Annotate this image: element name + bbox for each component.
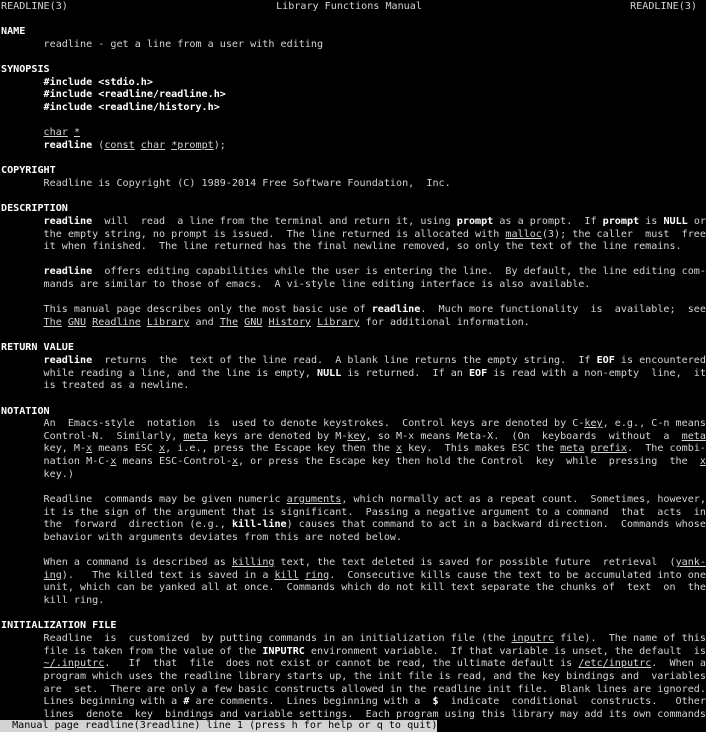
plain-text: or [687,215,706,227]
text-line [1,215,706,229]
plain-text: will read a line from the terminal and return it, using [92,215,457,227]
underlined-text: History [268,317,311,329]
bold-text: readline [43,354,93,366]
underlined-text: *prompt [171,140,214,152]
plain-text: Control-N. Similarly, [1,430,184,442]
text-line [1,77,700,90]
plain-text: , i.e., press the Escape key then the [165,443,397,455]
text-line [1,469,700,482]
plain-text: , e.g., C-n means [602,418,706,430]
text-line [1,279,700,292]
text-line [1,696,706,709]
blank-line [1,545,700,558]
underlined-text: GNU [244,317,263,329]
underlined-text: Library [146,317,190,329]
plain-text: as a prompt. If [493,215,603,227]
plain-text: , which normally act as a repeat count. Sometimes, however, [341,493,706,505]
text-line [1,304,706,317]
text-line [1,557,706,570]
bold-text: # [183,696,190,708]
plain-text: (3); the caller must free [541,228,706,240]
underlined-text: x [110,456,117,468]
plain-text [1,570,44,581]
text-line [1,670,706,684]
underlined-text: ring [304,569,330,581]
plain-text: . When a [651,658,706,670]
plain-text: is encountered [614,354,706,366]
plain-text [1,355,44,366]
plain-text: mands are similar to those of emacs. A vi-style line editing interface is also available. [1,279,591,291]
text-line [1,342,700,355]
bold-text: NOTATION [1,405,50,417]
plain-text [1,216,44,227]
plain-text: text, the text deleted is saved for possible future retrieval ( [274,557,676,569]
plain-text: . If that file does not exist or cannot be read, the ultimate default is [104,658,579,670]
text-line [1,354,706,368]
plain-text: and [189,317,220,329]
text-line [1,456,706,469]
text-line [1,633,706,646]
text-line [1,203,700,216]
underlined-text: arguments [286,493,342,505]
text-line [1,102,700,115]
bold-text: readline [371,304,421,316]
bold-text: EOF [468,367,488,379]
plain-text: Readline commands may be given numeric [1,493,287,505]
plain-text: offers editing capabilities while the user is entering the line. By default, the line editing com- [92,266,706,278]
text-line [1,582,706,595]
bold-text: INPUTRC [262,645,305,657]
underlined-text: inputrc [511,633,555,645]
plain-text: are set. There are only a few basic constructs allowed in the readline init file. Blank lines are ignored. [1,683,706,695]
underlined-text: meta [183,430,208,442]
underlined-text: malloc [505,228,542,240]
underlined-text: ~/.inputrc [43,658,105,670]
text-line [1,228,706,242]
plain-text: means ESC [92,443,160,455]
plain-text: . Much more functionality is available; see [420,304,706,316]
plain-text: means ESC-Control- [116,456,232,468]
blank-line [1,254,700,267]
bold-text: NULL [663,215,688,227]
text-line [1,532,700,545]
plain-text: returns the text of the line read. A blank line returns the empty string. If [92,354,597,366]
underlined-text: Readline [92,317,141,329]
plain-text [1,89,44,100]
plain-text: This manual page describes only the most basic use of [1,304,372,316]
text-line [1,658,706,671]
text-line [1,430,706,444]
text-line [1,241,700,254]
bold-text: DESCRIPTION [1,203,68,215]
plain-text: ); [213,140,226,152]
underlined-text: kill [274,569,299,581]
plain-text: is returned. If an [341,367,469,379]
bold-text: readline [43,140,93,152]
blank-line [1,115,700,128]
bold-text: COPYRIGHT [1,165,56,177]
underlined-text: x [699,456,706,468]
plain-text: the forward direction (e.g., [1,519,232,531]
text-line [1,317,700,330]
blank-line [1,14,700,27]
header-center: Library Functions Manual [276,1,422,12]
plain-text: is [639,215,664,227]
bold-text: $ [432,696,439,708]
blank-line [1,393,700,406]
plain-text [1,658,44,669]
plain-text: nation M-C- [1,456,111,468]
plain-text [1,77,44,88]
plain-text: , or press the Escape key then hold the Control key while pressing the [238,456,700,468]
bold-text: NAME [1,26,26,38]
bold-text: prompt [602,215,640,227]
bold-text: EOF [596,354,615,366]
plain-text [1,266,44,277]
underlined-text: const [104,140,135,152]
text-line [1,26,700,39]
plain-text [1,317,44,328]
plain-text: while reading a line, and the line is empty, [1,367,318,379]
plain-text: Readline is customized by putting commands in an initialization file (the [1,633,512,645]
text-line [1,519,706,532]
plain-text: ). The killed text is saved in a [61,569,275,581]
blank-line [1,153,700,166]
underlined-text: x [231,456,239,468]
plain-text: behavior with arguments deviates from this are noted below. [1,531,403,543]
plain-text: indicate conditional constructs. Other [438,696,706,708]
underlined-text: The [219,317,239,329]
bold-text: RETURN VALUE [1,342,74,354]
underlined-text: GNU [67,317,87,329]
text-line [1,418,706,431]
plain-text: key.) [1,468,74,480]
text-line [1,443,706,456]
plain-text: readline - get a line from a user with editing [1,38,324,50]
blank-line [1,481,700,494]
plain-text: . Consecutive kills cause the text to be accumulated into one [329,569,706,581]
header-left: READLINE(3) [1,1,68,12]
underlined-text: key [584,418,603,430]
text-line [1,39,700,52]
plain-text: are comments. Lines beginning with a [189,696,433,708]
plain-text: it is the sign of the argument that is significant. Passing a negative argument to a command that acts in [1,506,706,518]
text-line [1,645,706,659]
underlined-text: prefix [590,443,627,455]
underlined-text: The [43,317,62,329]
blank-line [1,608,700,621]
plain-text [1,127,44,138]
underlined-text: /etc/inputrc [578,658,652,670]
underlined-text: x [159,443,166,455]
text-line [1,380,700,393]
plain-text: file is taken from the value of the [1,645,263,657]
underlined-text: char [140,140,166,152]
plain-text: lines denote key bindings and variable settings. Each program using this library may add its own commands [1,708,706,720]
bold-text: readline [43,215,93,227]
text-line [1,127,700,140]
bold-text: NULL [317,367,342,379]
text-line [1,595,700,608]
text-line [1,493,706,507]
bold-text: #include <readline/readline.h> [43,89,226,101]
plain-text [1,140,44,151]
plain-text: Lines beginning with a [1,696,184,708]
plain-text: key, M- [1,443,87,455]
plain-text: file). The name of this [554,633,706,645]
blank-line [1,292,700,305]
text-line [1,140,700,153]
underlined-text: char [43,127,68,139]
text-line [1,165,700,178]
bold-text: #include <stdio.h> [43,76,153,88]
text-line [1,367,706,381]
text-line [1,64,700,77]
plain-text: the empty string, no prompt is issued. The line returned is allocated with [1,228,506,240]
plain-text: . The combi- [626,443,706,455]
text-line [1,506,706,520]
underlined-text: meta [560,443,585,455]
underlined-text: meta [681,430,706,442]
plain-text: is treated as a newline. [1,380,190,392]
plain-text: Readline is Copyright (C) 1989-2014 Free Software Foundation, Inc. [1,177,451,189]
bold-text: SYNOPSIS [1,64,50,76]
plain-text: program which uses the readline library starts up, the init file is read, and the key bindings and variables [1,670,706,682]
underlined-text: * [73,127,81,139]
man-page-body [1,26,706,721]
text-line [1,178,700,191]
bold-text: INITIALIZATION FILE [1,620,117,632]
bold-text: readline [43,266,93,278]
blank-line [1,52,700,65]
underlined-text: x [396,443,403,455]
plain-text: is read with a non-empty line, it [487,367,706,379]
plain-text: key. This makes ESC the [402,443,561,455]
underlined-text: x [86,443,93,455]
plain-text: it when finished. The line returned has the final newline removed, so only the text of the line remains. [1,241,682,253]
plain-text [1,102,44,113]
bold-text: kill-line [231,519,287,531]
plain-text: for additional information. [359,317,530,329]
blank-line [1,330,700,343]
text-line [1,406,700,419]
plain-text: ( [92,140,105,152]
underlined-text: Library [317,317,360,329]
plain-text: ) causes that command to act in a backward direction. Commands whose [286,519,706,531]
plain-text: keys are denoted by M- [207,430,348,442]
text-line [1,266,706,279]
plain-text: , so M-x means Meta-X. (On keyboards without a [365,430,682,442]
terminal-window[interactable] [1,1,706,722]
bold-text: prompt [456,215,494,227]
text-line [1,569,706,583]
text-line [1,89,700,102]
man-page-header [1,1,700,14]
plain-text: An Emacs-style notation is used to denote keystrokes. Control keys are denoted by C- [1,418,585,430]
bold-text: #include <readline/history.h> [43,102,220,114]
plain-text: unit, which can be yanked all at once. Commands which do not kill text separate the chunks of text on the [1,582,706,594]
header-right: READLINE(3) [630,1,697,12]
plain-text: When a command is described as [1,557,232,569]
text-line [1,620,700,633]
status-bar: Manual page readline(3readline) line 1 (press h for help or q to quit) [0,720,437,732]
plain-text: kill ring. [1,595,105,607]
plain-text: environment variable. If that variable is unset, the default is [304,645,706,657]
underlined-text: killing [231,557,275,569]
underlined-text: key [347,430,366,442]
underlined-text: yank- [675,557,706,569]
text-line [1,683,706,697]
blank-line [1,191,700,204]
underlined-text: ing [43,569,62,581]
